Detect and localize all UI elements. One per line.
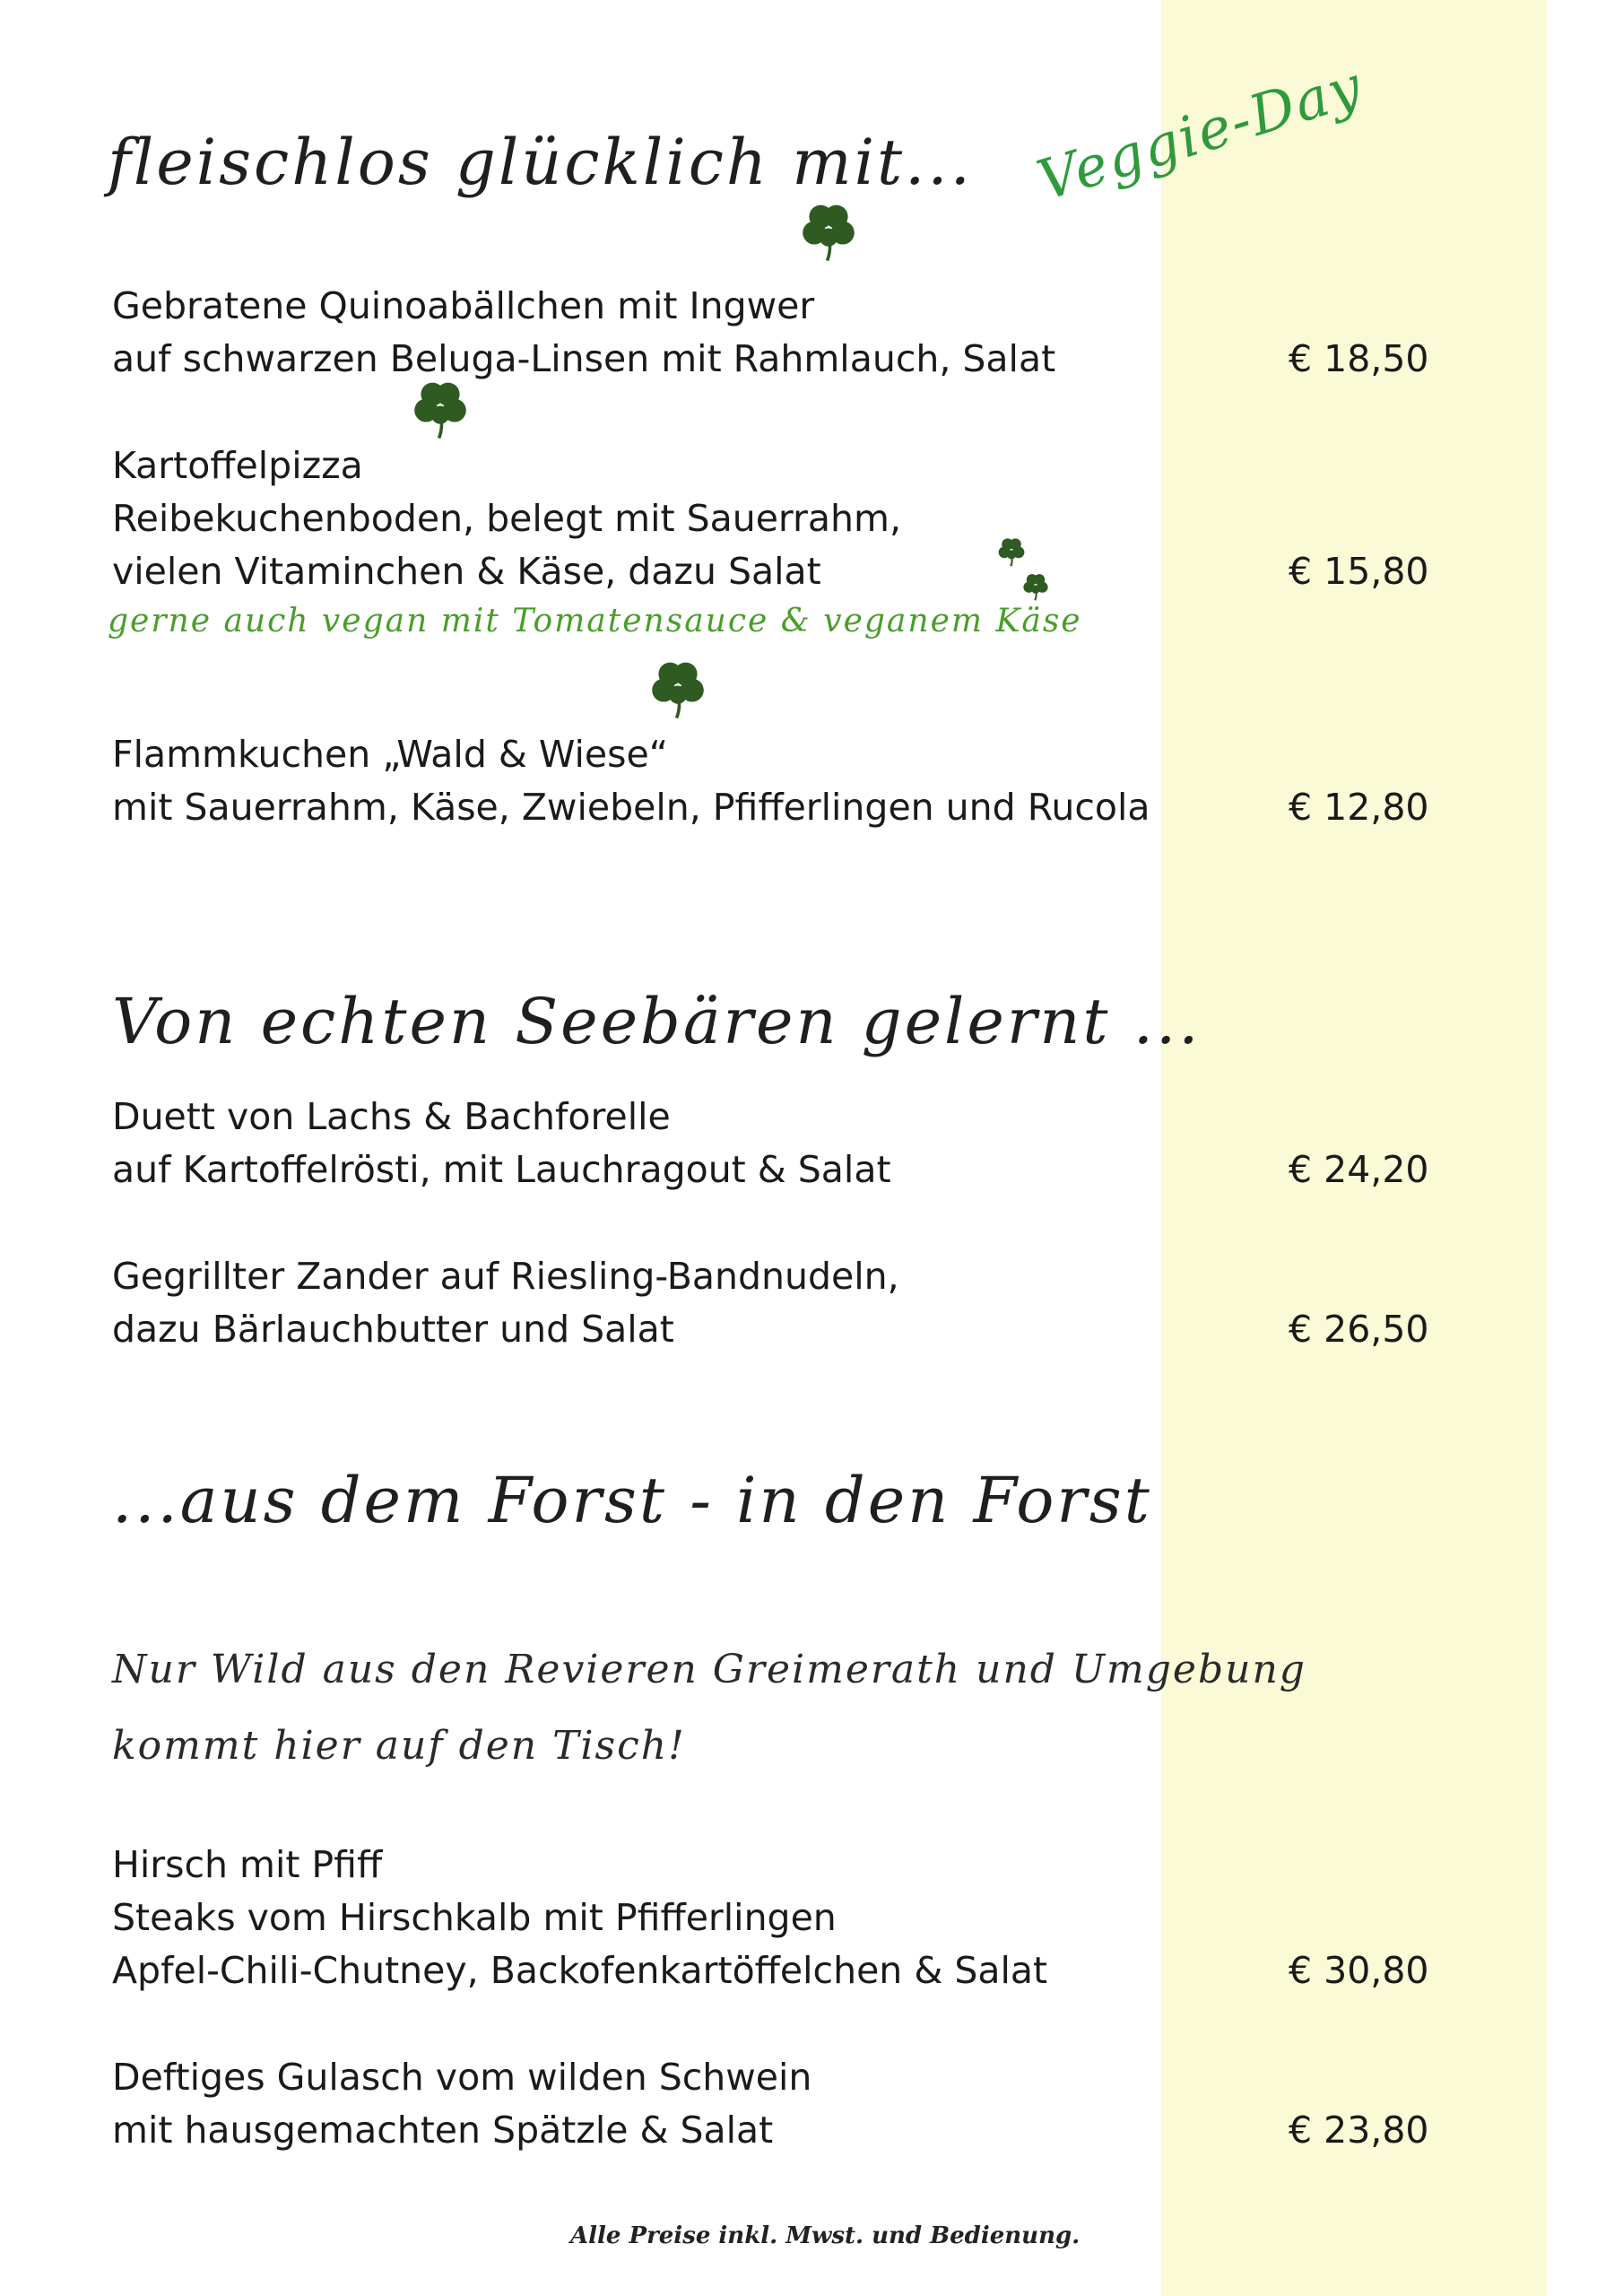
menu-item-line: dazu Bärlauchbutter und Salat bbox=[112, 1308, 674, 1351]
clover-icon bbox=[1020, 570, 1051, 601]
menu-item-line: auf schwarzen Beluga-Linsen mit Rahmlauch, Salat bbox=[112, 337, 1056, 380]
clover-icon bbox=[796, 197, 861, 262]
menu-item-line: mit hausgemachten Spätzle & Salat bbox=[112, 2109, 774, 2152]
menu-item-line: vielen Vitaminchen & Käse, dazu Salat bbox=[112, 550, 821, 593]
menu-item-line: Duett von Lachs & Bachforelle bbox=[112, 1095, 671, 1138]
menu-item-price: € 26,50 bbox=[1289, 1308, 1429, 1351]
menu-item-line: Hirsch mit Pfiff bbox=[112, 1843, 383, 1886]
menu-item-line: Gegrillter Zander auf Riesling-Bandnudeln, bbox=[112, 1255, 899, 1298]
menu-item-line: auf Kartoffelrösti, mit Lauchragout & Salat bbox=[112, 1148, 891, 1191]
menu-item-price: € 18,50 bbox=[1289, 337, 1429, 380]
game-note-line: kommt hier auf den Tisch! bbox=[112, 1723, 686, 1769]
menu-item-price: € 30,80 bbox=[1289, 1949, 1429, 1992]
menu-item-line: Reibekuchenboden, belegt mit Sauerrahm, bbox=[112, 497, 901, 540]
price-footnote: Alle Preise inkl. Mwst. und Bedienung. bbox=[570, 2222, 1081, 2249]
menu-item-line: Gebratene Quinoabällchen mit Ingwer bbox=[112, 284, 815, 327]
menu-item-line: Apfel-Chili-Chutney, Backofenkartöffelchen & Salat bbox=[112, 1949, 1048, 1992]
clover-icon bbox=[646, 655, 710, 719]
section-heading-game: ...aus dem Forst - in den Forst bbox=[112, 1464, 1152, 1537]
menu-item-line: mit Sauerrahm, Käse, Zwiebeln, Pfifferlingen und Rucola bbox=[112, 786, 1150, 829]
menu-item-price: € 12,80 bbox=[1289, 786, 1429, 829]
game-note-line: Nur Wild aus den Revieren Greimerath und Umgebung bbox=[112, 1647, 1306, 1692]
veggie-day-label: Veggie-Day bbox=[1029, 52, 1370, 214]
menu-item-line: Steaks vom Hirschkalb mit Pfifferlingen bbox=[112, 1896, 837, 1939]
menu-item-line: Deftiges Gulasch vom wilden Schwein bbox=[112, 2056, 812, 2099]
section-heading-veggie: fleischlos glücklich mit... bbox=[108, 126, 973, 199]
menu-item-price: € 24,20 bbox=[1289, 1148, 1429, 1191]
clover-icon bbox=[408, 375, 473, 439]
menu-item-price: € 23,80 bbox=[1289, 2109, 1429, 2152]
menu-item-price: € 15,80 bbox=[1289, 550, 1429, 593]
clover-icon bbox=[995, 535, 1028, 567]
menu-item-line: Flammkuchen „Wald & Wiese“ bbox=[112, 733, 668, 776]
section-heading-fish: Von echten Seebären gelernt ... bbox=[112, 985, 1202, 1058]
menu-item-line: Kartoffelpizza bbox=[112, 444, 363, 487]
vegan-note: gerne auch vegan mit Tomatensauce & veganem Käse bbox=[108, 603, 1082, 639]
